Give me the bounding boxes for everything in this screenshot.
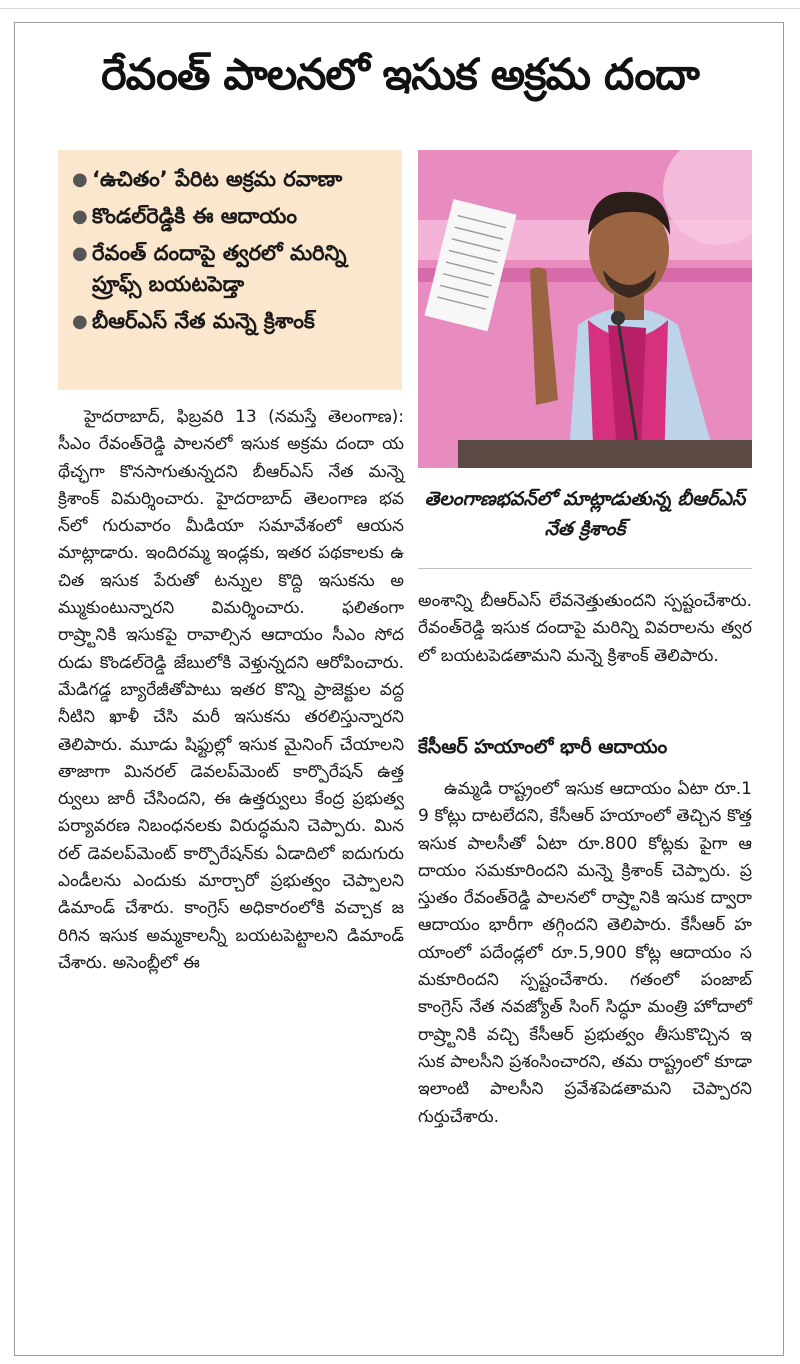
speaker-illustration bbox=[418, 150, 752, 468]
highlight-text: ‘ఉచితం’ పేరిట అక్రమ రవాణా bbox=[92, 167, 343, 191]
bullet-icon: ● bbox=[72, 311, 88, 332]
article-body-right-top bbox=[418, 588, 752, 670]
highlight-item bbox=[72, 201, 392, 232]
speaker-photo bbox=[418, 150, 752, 468]
bullet-icon: ● bbox=[72, 206, 88, 227]
highlight-text: బీఆర్‌ఎస్ నేత మన్నె క్రిశాంక్ bbox=[92, 309, 315, 333]
headline: రేవంత్ పాలనలో ఇసుక అక్రమ దందా bbox=[101, 50, 699, 100]
subheading: కేసీఆర్ హయాంలో భారీ ఆదాయం bbox=[418, 736, 668, 758]
caption-divider bbox=[418, 568, 752, 569]
body-paragraph: హైదరాబాద్, ఫిబ్రవరి 13 (నమస్తే తెలంగాణ): సీఎం రేవంత్‌రెడ్డి పాలనలో ఇసుక అక్రమ దందా యథేచ్ఛగా కొనసాగుతున్నదని బీఆర్‌ఎస్ నేత మన్నె క్రిశాంక్ విమర్శించారు. హైదరాబాద్ తెలంగాణ భవన్‌లో గురువారం మీడియా సమావేశంలో ఆయన మాట్లాడారు. ఇందిరమ్మ ఇండ్లకు, ఇతర పథకాలకు ఉచిత ఇసుక పేరుతో టన్నుల కొద్ది ఇసుకను అమ్ముకుంటున్నారని విమర్శించారు. ఫలితంగా రాష్ర్టానికి ఇసుకపై రావాల్సిన ఆదాయం సీఎం సోదరుడు కొండల్‌రెడ్డి జేబులోకి వెళ్తున్నదని ఆరోపించారు. మేడిగడ్డ బ్యారేజీతోపాటు ఇతర కొన్ని ప్రాజెక్టుల వద్ద నీటిని ఖాళీ చేసి మరీ ఇసుకను తరలిస్తున్నారని తెలిపారు. మూడు షిఫ్టుల్లో ఇసుక మైనింగ్ చేయాలని తాజాగా మినరల్ డెవలప్‌మెంట్ కార్పొరేషన్ ఉత్తర్వులు జారీ చేసిందని, ఈ ఉత్తర్వులు కేంద్ర ప్రభుత్వ పర్యావరణ నిబంధనలకు విరుద్ధమని చెప్పారు. మినరల్ డెవలప్‌మెంట్ కార్పొరేషన్‌కు ఏడాదిలో ఐదుగురు ఎండీలను ఎందుకు మార్చారో ప్రభుత్వం చెప్పాలని డిమాండ్ చేశారు. కాంగ్రెస్ అధికారంలోకి వచ్చాక జరిగిన ఇసుక అమ్మకాలన్నీ బయటపెట్టాలని డిమాండ్ చేశారు. అసెంబ్లీలో ఈ bbox=[58, 407, 404, 973]
bullet-icon: ● bbox=[72, 169, 88, 190]
highlight-item bbox=[72, 238, 392, 300]
highlight-item bbox=[72, 164, 392, 195]
top-divider bbox=[0, 0, 800, 9]
article-body-left bbox=[58, 404, 404, 1334]
body-paragraph: అంశాన్ని బీఆర్‌ఎస్ లేవనెత్తుతుందని స్పష్టంచేశారు. రేవంత్‌రెడ్డి ఇసుక దందాపై మరిన్ని వివరాలను త్వరలో బయటపెడతామని మన్నె క్రిశాంక్ తెలిపారు. bbox=[418, 591, 752, 666]
article-body-right-bottom bbox=[418, 776, 752, 1131]
photo-caption: తెలంగాణభవన్‌లో మాట్లాడుతున్న బీఆర్‌ఎస్ నేత క్రిశాంక్ bbox=[424, 488, 746, 540]
highlight-item bbox=[72, 306, 392, 337]
highlights-box bbox=[58, 150, 402, 390]
highlight-text: రేవంత్ దందాపై త్వరలో మరిన్ని ప్రూఫ్స్ బయటపెడ్తా bbox=[92, 241, 347, 296]
body-paragraph: ఉమ్మడి రాష్ట్రంలో ఇసుక ఆదాయం ఏటా రూ.19 కోట్లు దాటలేదని, కేసీఆర్ హయాంలో తెచ్చిన కొత్త ఇసుక పాలసీతో ఏటా రూ.800 కోట్లకు పైగా ఆదాయం సమకూరిందని మన్నె క్రిశాంక్ చెప్పారు. ప్రస్తుతం రేవంత్‌రెడ్డి పాలనలో రాష్ర్టానికి ఇసుక ద్వారా ఆదాయం భారీగా తగ్గిందని తెలిపారు. కేసీఆర్ హయాంలో పదేండ్లలో రూ.5,900 కోట్ల ఆదాయం సమకూరిందని స్పష్టంచేశారు. గతంలో పంజాబ్ కాంగ్రెస్ నేత నవజ్యోత్ సింగ్ సిద్ధూ మంత్రి హోదాలో రాష్ర్టానికి వచ్చి కేసీఆర్ ప్రభుత్వం తీసుకొచ్చిన ఇసుక పాలసీని ప్రశంసించారని, తమ రాష్ట్రంలో కూడా ఇలాంటి పాలసీని ప్రవేశపెడతామని చెప్పారని గుర్తుచేశారు. bbox=[418, 779, 752, 1127]
bullet-icon: ● bbox=[72, 243, 88, 264]
highlight-text: కొండల్‌రెడ్డికి ఈ ఆదాయం bbox=[92, 204, 298, 228]
